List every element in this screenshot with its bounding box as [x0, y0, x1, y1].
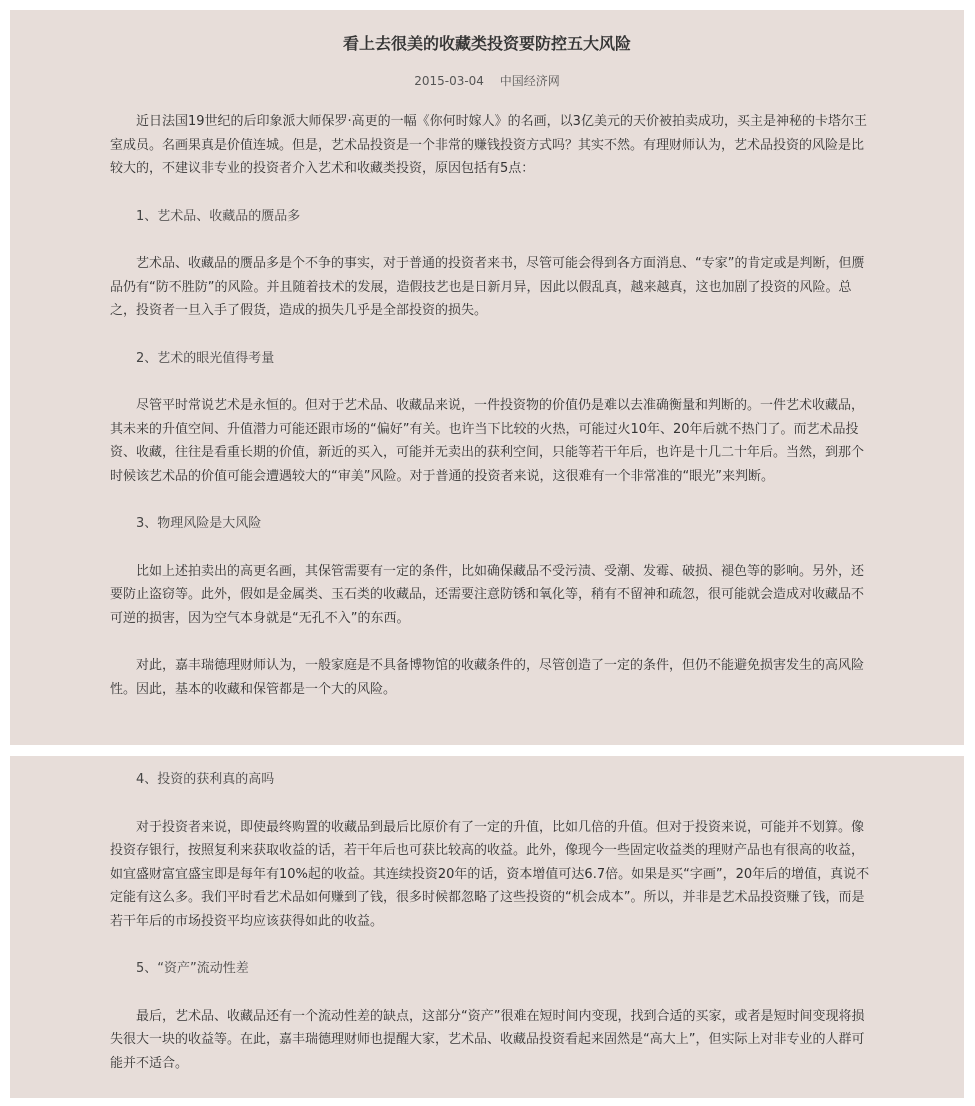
article-panel-bottom [10, 756, 964, 1098]
section-heading-2: 2、艺术的眼光值得考量 [136, 350, 275, 366]
section-heading-4: 4、投资的获利真的高吗 [136, 772, 275, 787]
article-panel-top [10, 10, 964, 745]
section-paragraph-2: 尽管平时常说艺术是永恒的。但对于艺术品、收藏品来说，一件投资物的价值仍是难以去准确衡量和判断的。一件艺术收藏品，其未来的升值空间、升值潜力可能还跟市场的“偏好”有关。也许当下比较的火热，可能过火10年、20年后就不热门了。而艺术品投资、收藏，往往是看重长期的价值，新近的买入，可能并无卖出的获利空间，只能等若干年后，也许是十几二十年后。当然，到那个时候该艺术品的价值可能会遭遇较大的“审美”风险。对于普通的投资者来说，这很难有一个非常准的“眼光”来判断。 [110, 398, 865, 484]
section-heading-3: 3、物理风险是大风险 [136, 516, 262, 531]
section-paragraph-1: 艺术品、收藏品的赝品多是个不争的事实，对于普通的投资者来书，尽管可能会得到各方面消息、“专家”的肯定或是判断，但赝品仍有“防不胜防”的风险。并且随着技术的发展，造假技艺也是日新月异，因此以假乱真，越来越真，这也加剧了投资的风险。总之，投资者一旦入手了假货，造成的损失几乎是全部投资的损失。 [110, 256, 865, 318]
section-paragraph-5: 最后，艺术品、收藏品还有一个流动性差的缺点，这部分“资产”很难在短时间内变现，找到合适的买家，或者是短时间变现将损失很大一块的收益等。在此，嘉丰瑞德理财师也提醒大家，艺术品、收藏品投资看起来固然是“高大上”，但实际上对非专业的人群可能并不适合。 [110, 1008, 865, 1071]
article-source: 中国经济网 [499, 74, 560, 88]
section-paragraph-4: 对于投资者来说，即使最终购置的收藏品到最后比原价有了一定的升值，比如几倍的升值。但对于投资来说，可能并不划算。像投资存银行，按照复利来获取收益的话，若干年后也可获比较高的收益。此外，像现今一些固定收益类的理财产品也有很高的收益，如宜盛财富宜盛宝即是每年有10%起的收益。其连续投资20年的话，资本增值可达6.7倍。如果是买“字画”，20年后的增值，真说不定能有这么多。我们平时看艺术品如何赚到了钱，很多时候都忽略了这些投资的“机会成本”。所以，并非是艺术品投资赚了钱，而是若干年后的市场投资平均应该获得如此的收益。 [110, 819, 870, 929]
publish-date: 2015-03-04 [414, 74, 484, 88]
section-heading-5: 5、“资产”流动性差 [136, 961, 249, 976]
section-paragraph-3b: 对此，嘉丰瑞德理财师认为，一般家庭是不具备博物馆的收藏条件的，尽管创造了一定的条件，但仍不能避免损害发生的高风险性。因此，基本的收藏和保管都是一个大的风险。 [110, 658, 865, 697]
article-meta [98, 72, 876, 90]
article-title: 看上去很美的收藏类投资要防控五大风险 [342, 34, 631, 53]
section-paragraph-3: 比如上述拍卖出的高更名画，其保管需要有一定的条件，比如确保藏品不受污渍、受潮、发霉、破损、褪色等的影响。另外，还要防止盗窃等。此外，假如是金属类、玉石类的收藏品，还需要注意防锈和氧化等，稍有不留神和疏忽，很可能就会造成对收藏品不可逆的损害，因为空气本身就是“无孔不入”的东西。 [110, 563, 865, 626]
intro-paragraph: 近日法国19世纪的后印象派大师保罗·高更的一幅《你何时嫁人》的名画，以3亿美元的天价被拍卖成功，买主是神秘的卡塔尔王室成员。名画果真是价值连城。但是，艺术品投资是一个非常的赚钱投资方式吗？其实不然。有理财师认为，艺术品投资的风险是比较大的，不建议非专业的投资者介入艺术和收藏类投资，原因包括有5点： [110, 114, 867, 176]
section-heading-1: 1、艺术品、收藏品的赝品多 [136, 208, 301, 224]
